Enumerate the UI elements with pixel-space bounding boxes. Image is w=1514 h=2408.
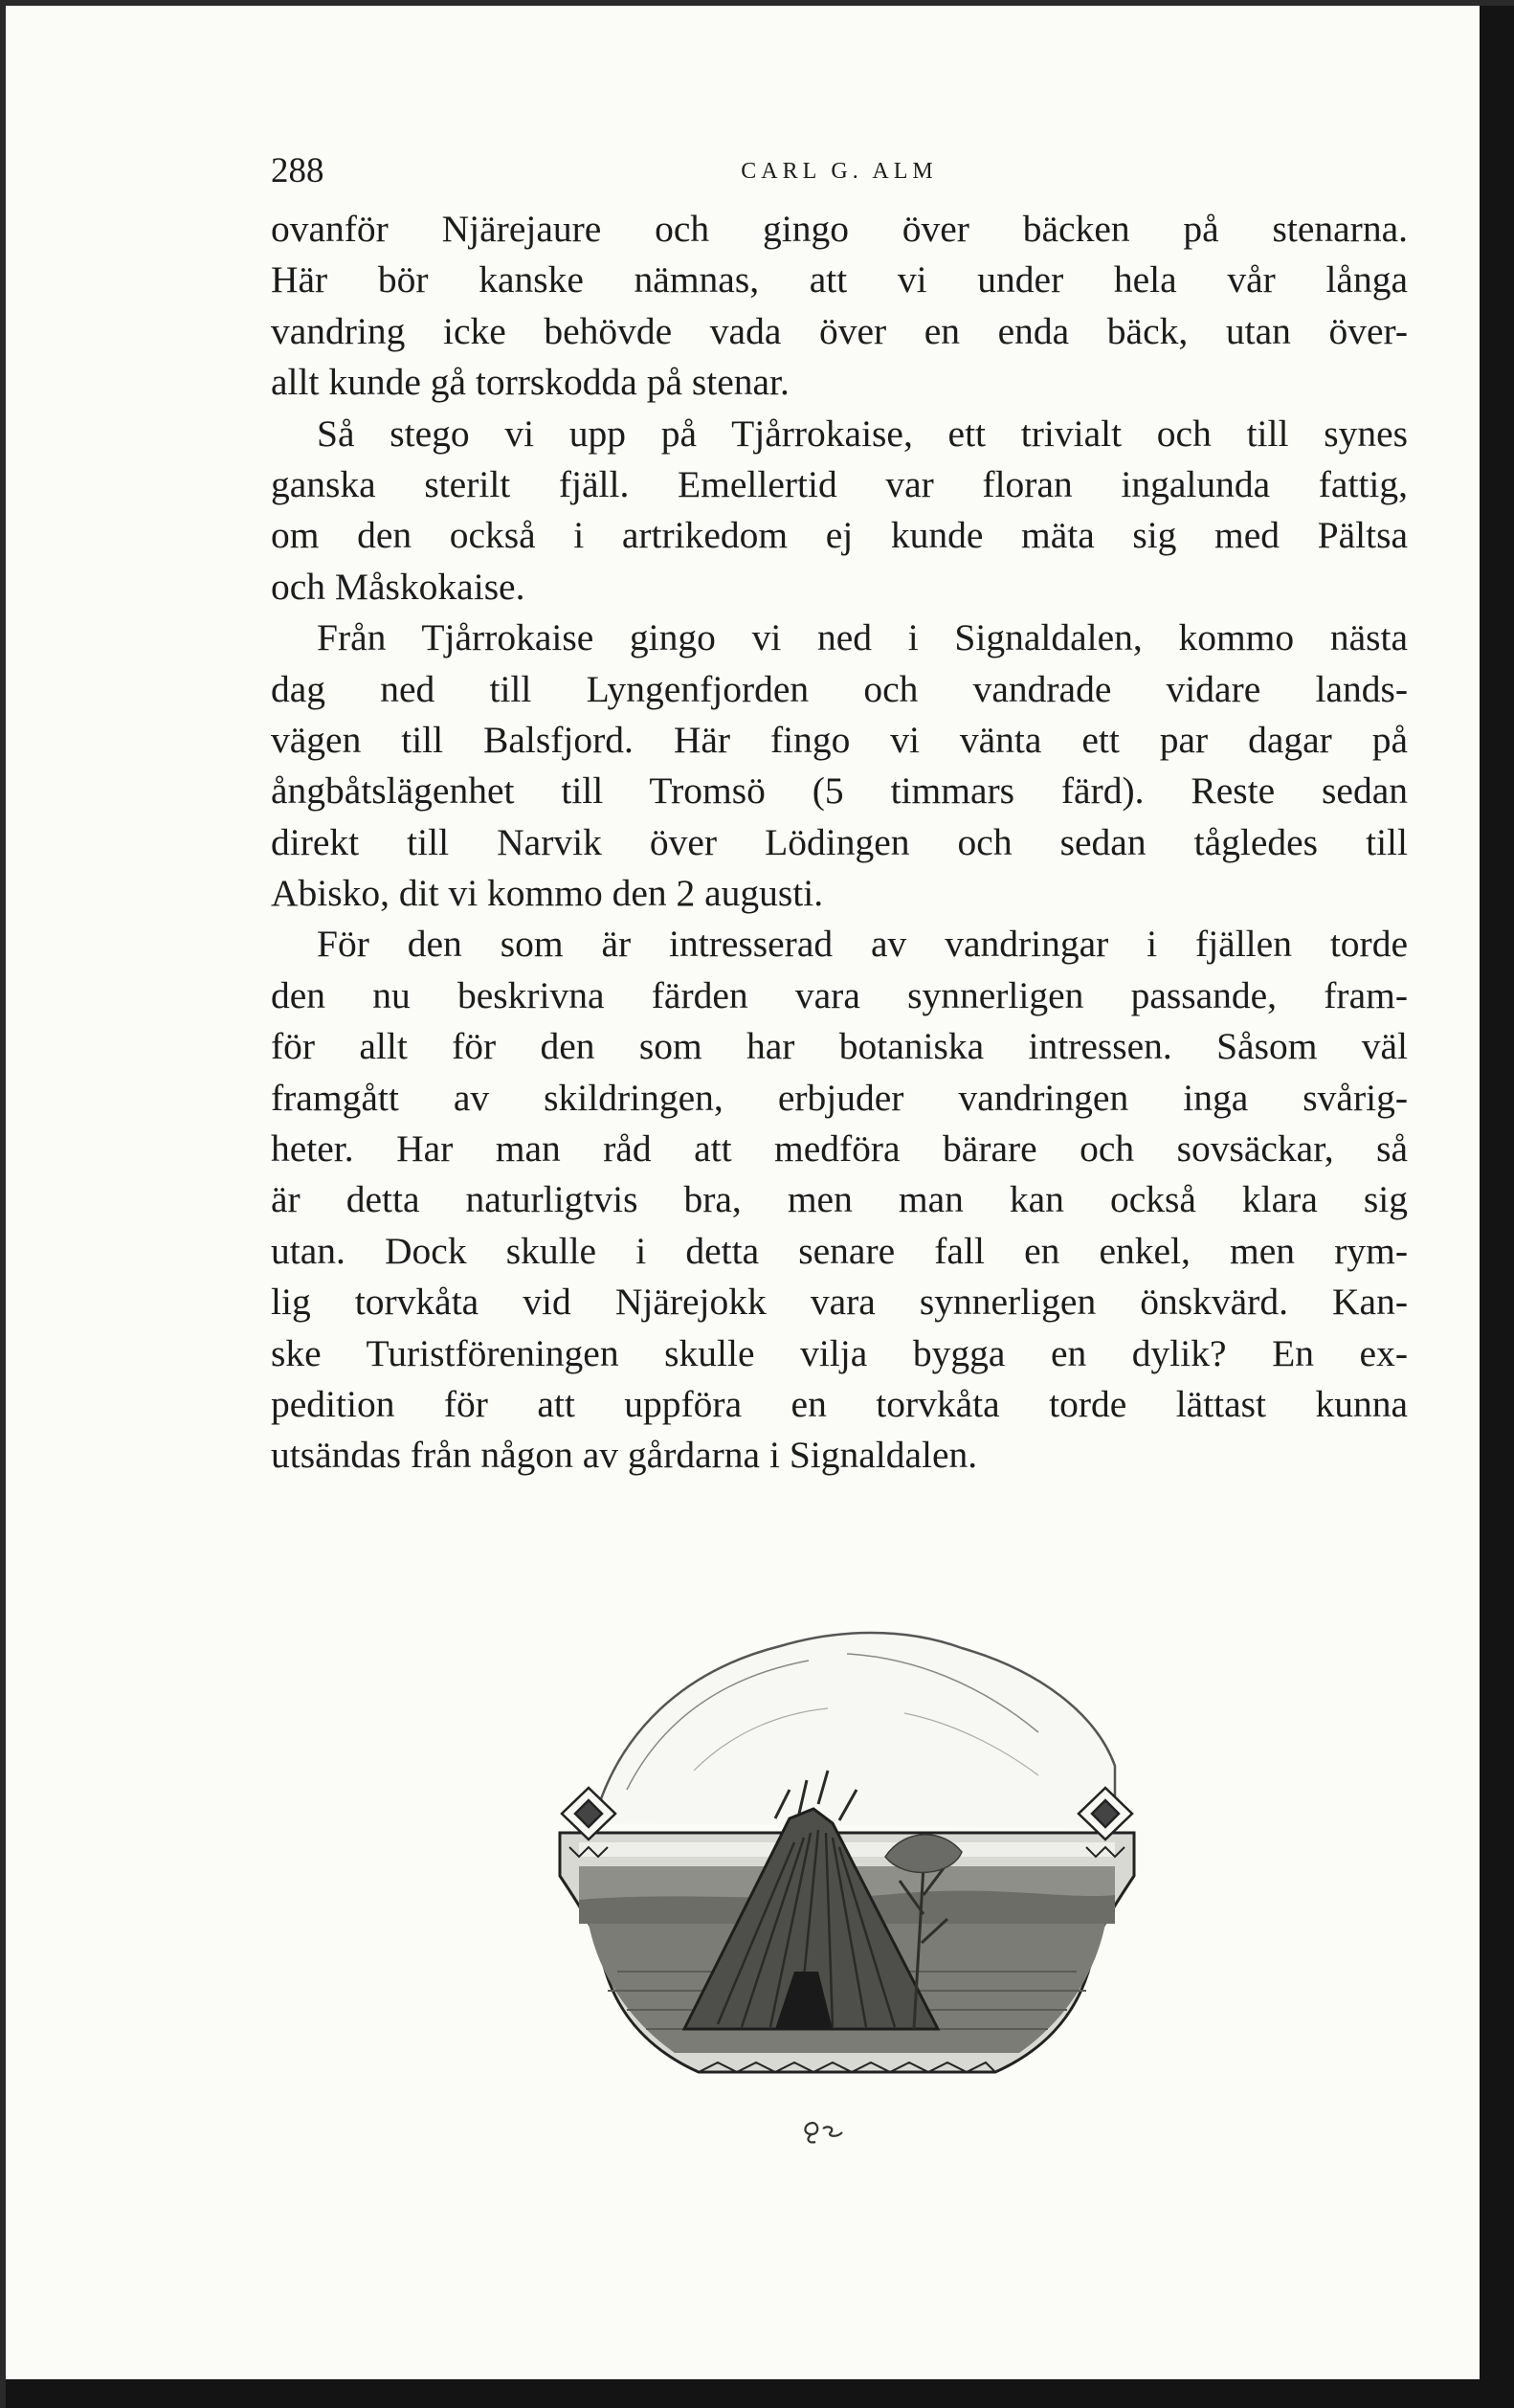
running-head: CARL G. ALM (741, 159, 938, 184)
text-line: allt kunde gå torrskodda på stenar. (271, 361, 790, 404)
text-line: vägen till Balsfjord. Här fingo vi vänta ett par dagar på (271, 718, 1408, 761)
page-number: 288 (271, 151, 324, 190)
scan-edge-left (0, 0, 6, 2408)
text-line: för allt för den som har botaniska intressen. Såsom väl (271, 1025, 1408, 1068)
paragraph (271, 204, 1408, 409)
text-line: Så stego vi upp på Tjårrokaise, ett trivialt och till synes (317, 412, 1408, 455)
text-line: Från Tjårrokaise gingo vi ned i Signaldalen, kommo nästa (317, 616, 1408, 659)
page-header (271, 148, 1408, 194)
text-line: och Måskokaise. (271, 565, 525, 608)
artist-monogram-icon (785, 2115, 880, 2150)
text-line: framgått av skildringen, erbjuder vandringen inga svårig- (271, 1076, 1408, 1119)
text-line: För den som är intresserad av vandringar i fjällen torde (317, 923, 1408, 966)
text-line: utsändas från någon av gårdarna i Signaldalen. (271, 1434, 978, 1477)
body-text (271, 204, 1408, 1482)
scan-edge-top (0, 0, 1514, 6)
text-line: utan. Dock skulle i detta senare fall en enkel, men rym- (271, 1229, 1408, 1272)
text-line: direkt till Narvik över Lödingen och sedan tågledes till (271, 820, 1408, 863)
tent-hut-vignette-icon (502, 1570, 1191, 2106)
paragraph (271, 919, 1408, 1481)
text-line: ganska sterilt fjäll. Emellertid var floran ingalunda fattig, (271, 462, 1408, 505)
text-line: lig torvkåta vid Njärejokk vara synnerligen önskvärd. Kan- (271, 1281, 1408, 1324)
scan-edge-bottom (0, 2379, 1514, 2408)
text-line: den nu beskrivna färden vara synnerligen passande, fram- (271, 973, 1408, 1016)
paragraph (271, 613, 1408, 919)
text-line: vandring icke behövde vada över en enda bäck, utan över- (271, 309, 1408, 352)
text-line: ske Turistföreningen skulle vilja bygga en dylik? En ex- (271, 1331, 1408, 1374)
scan-edge-right (1480, 0, 1514, 2408)
text-line: heter. Har man råd att medföra bärare och sovsäckar, så (271, 1127, 1408, 1171)
text-line: ångbåtslägenhet till Tromsö (5 timmars färd). Reste sedan (271, 769, 1408, 813)
text-line: Här bör kanske nämnas, att vi under hela vår långa (271, 258, 1408, 301)
text-line: Abisko, dit vi kommo den 2 augusti. (271, 872, 824, 915)
text-line: ovanför Njärejaure och gingo över bäcken på stenarna. (271, 208, 1408, 250)
text-line: om den också i artrikedom ej kunde mäta sig med Pältsa (271, 514, 1408, 557)
text-line: är detta naturligtvis bra, men man kan också klara sig (271, 1178, 1408, 1221)
paragraph (271, 409, 1408, 613)
text-line: pedition för att uppföra en torvkåta torde lättast kunna (271, 1382, 1408, 1425)
text-line: dag ned till Lyngenfjorden och vandrade vidare lands- (271, 667, 1408, 710)
